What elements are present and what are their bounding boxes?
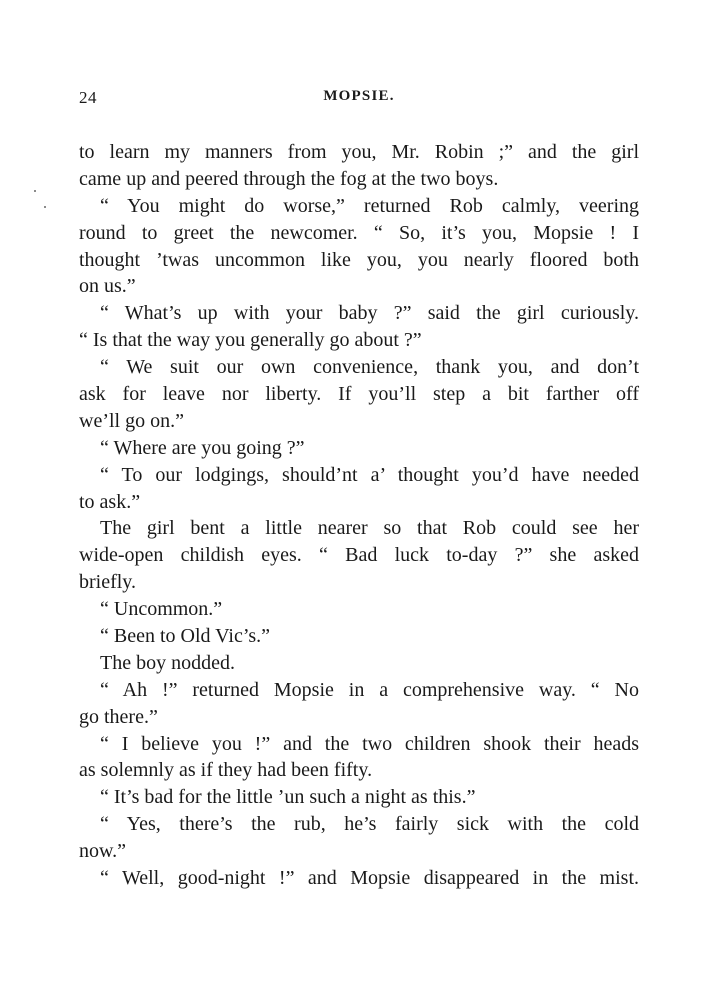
text-line: “ To our lodgings, should’nt a’ thought you’d have needed [100, 463, 639, 486]
text-line: we’ll go on.” [79, 409, 184, 432]
text-line: now.” [79, 840, 127, 863]
text-line: “ You might do worse,” returned Rob calmly, veering [100, 194, 639, 217]
text-line: go there.” [79, 705, 158, 728]
text-line: “ What’s up with your baby ?” said the girl curiously. [100, 302, 639, 325]
text-line: as solemnly as if they had been fifty. [79, 759, 373, 782]
scan-speck [44, 206, 46, 208]
text-line: round to greet the newcomer. “ So, it’s you, Mopsie ! I [79, 221, 639, 244]
text-line: to ask.” [79, 490, 141, 513]
text-line: ask for leave nor liberty. If you’ll step a bit farther off [79, 383, 639, 406]
text-line: “ Where are you going ?” [100, 436, 305, 459]
text-line: The girl bent a little nearer so that Rob could see her [100, 517, 639, 540]
text-line: “ Uncommon.” [100, 598, 223, 621]
text-line: “ Been to Old Vic’s.” [100, 625, 271, 648]
text-line: thought ’twas uncommon like you, you nearly floored both [79, 248, 639, 271]
text-line: “ Well, good-night !” and Mopsie disappeared in the mist. [100, 867, 639, 890]
text-line: “ Ah !” returned Mopsie in a comprehensive way. “ No [100, 678, 639, 701]
page-number: 24 [79, 88, 97, 107]
text-line: “ I believe you !” and the two children shook their heads [100, 732, 639, 755]
text-line: wide-open childish eyes. “ Bad luck to-day ?” she asked [79, 544, 639, 567]
text-line: “ It’s bad for the little ’un such a night as this.” [100, 786, 476, 809]
text-line: on us.” [79, 275, 136, 298]
text-line: “ Yes, there’s the rub, he’s fairly sick with the cold [100, 813, 639, 836]
running-head [79, 88, 639, 110]
text-line: to learn my manners from you, Mr. Robin ;” and the girl [79, 141, 639, 163]
text-line: The boy nodded. [100, 651, 235, 674]
text-line: came up and peered through the fog at the two boys. [79, 167, 499, 190]
text-line: “ We suit our own convenience, thank you, and don’t [100, 356, 639, 379]
text-line: briefly. [79, 571, 137, 594]
running-title: MOPSIE. [323, 88, 395, 104]
scan-speck [34, 190, 36, 192]
body-text [79, 139, 639, 892]
text-line: “ Is that the way you generally go about ?” [79, 329, 422, 352]
